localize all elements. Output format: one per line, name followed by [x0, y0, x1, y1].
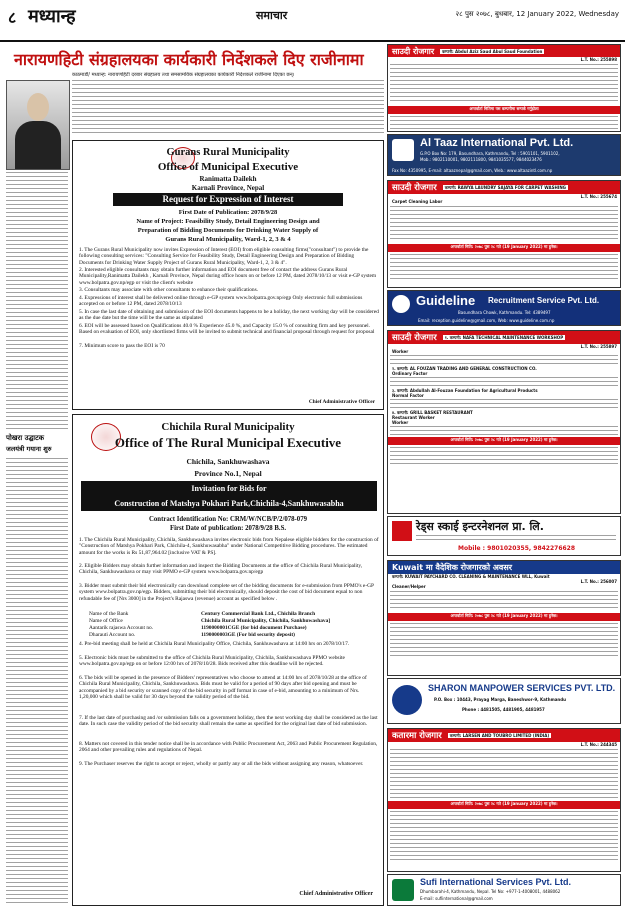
ad-saudi-2: [387, 180, 621, 288]
notice1-office: Office of Municipal Executive: [157, 161, 299, 173]
notice1-item: 7. Minimum score to pass the EOI is 70: [79, 343, 165, 349]
bank-table: [89, 611, 379, 639]
ad-job-table: [390, 377, 618, 387]
bank-row: Aantarik rajaswa Account no. 1190000001CGE (for bid document Purchase): [89, 625, 307, 631]
ad-job: Restaurant Worker: [392, 415, 435, 420]
ad-banner: अन्तर्वार्ता मितिमा यस कम्पनीमा सम्पर्क गर्नुहोला: [388, 106, 620, 114]
notice1-sign: Chief Administrative Officer: [308, 399, 375, 405]
notice2-item: 2. Eligible Bidders may obtain further information and inspect the Bidding Documents at the office of Chichila Rural Municipality, Chichila, Sankhuwashava or may visit PPMO e-GP system www.bolpatra.gov.np/egp: [79, 563, 363, 576]
ad-fineprint: [390, 447, 618, 467]
notice2-bar: [81, 481, 377, 511]
notice2-item: 5. Electronic bids must be submitted to the office of Chichila Rural Municipality, Chichila, Sankhuwashava PPMO website www.bolpatra.gov.np/egp on or before 12:00 hrs of 2078/10/28. Bids received after this deadline will be rejected.: [79, 655, 345, 668]
ad-banner: अन्तर्वार्ता मिति: २०७८ पुस २८ गते (19 January 2022) मा हुनेछ।: [388, 244, 620, 252]
ad-lt: L.T. No.: 255897: [580, 344, 617, 349]
ad-job-table: [390, 206, 618, 242]
ad-header: [388, 729, 620, 742]
ad-lt: L.T. No.: 255674: [580, 194, 617, 199]
notice1-item: 3. Consultants may associate with other consultants to enhance their qualifications.: [79, 287, 259, 293]
sharon-name: SHARON MANPOWER SERVICES PVT. LTD.: [428, 683, 616, 693]
ad-banner: अन्तर्वार्ता मिति: २०७८ पुस २८ गते (19 January 2022) मा हुनेछ।: [388, 613, 620, 621]
section-title: समाचार: [256, 9, 288, 22]
ad-job-table: [390, 355, 618, 365]
guideline-email: Email: reception.guideline@gmail.com, Web: www.guideline.com.np: [418, 318, 555, 323]
notice1-org: Gurans Rural Municipality: [166, 147, 290, 158]
notice2-office: Office of The Rural Municipal Executive: [114, 435, 342, 450]
al-taaz-addr: G.P.O Box No: 179, Basundhara, Kathmandu, Tel : 5901101, 5901102,: [420, 151, 560, 156]
notice1-item: 5. In case the last date of obtaining and submission of the EOI documents happens to be a holiday, the next working day will be considered as the due date but the time will be the same as stipulated: [79, 309, 379, 322]
ad-fineprint: [390, 116, 618, 132]
al-taaz-mob: Mob.: 9802110001, 9802111800, 9841035577, 9844023476: [420, 157, 542, 162]
ad-guideline: [387, 290, 621, 326]
ad-header: [388, 331, 620, 344]
ad-lt: L.T. No.: 255898: [580, 57, 617, 62]
chichila-ifb-notice: [72, 414, 384, 906]
notice2-place: Chichila, Sankhuwashava: [186, 457, 270, 466]
ad-reds-sky: [387, 516, 621, 556]
notice2-item: 3. Bidder must submit their bid electronically can download complete set of the bidding documents for e-submission from PPMO's e-GP system www.bolpatra.gov.np/egp. Bidders, submitting their bid electronically, should deposit the cost of bid document equal to non refundable fee of [Nrs 3000] in the Project's Rajaswa (revenue) account as specified below .: [79, 583, 374, 602]
ad-job: Worker: [392, 420, 409, 425]
notice2-item: 4. Pre-bid meeting shall be held at Chichila Rural Municipality Office, Chichila, Sankhuwashava at 14:00 hrs on 2078/10/17.: [79, 641, 350, 647]
ad-job-table: [390, 399, 618, 409]
ad-fineprint: [390, 254, 618, 280]
ad-title: साउदी रोजगार: [392, 46, 435, 56]
gurans-eoi-notice: [72, 140, 384, 410]
ad-fineprint: [390, 623, 618, 659]
ad-banner: अन्तर्वार्ता मिति: २०७८ पुस २८ गते (19 January 2022) मा हुनेछ।: [388, 437, 620, 445]
ad-company: कम्पनी: LARSEN AND TOUBRO LIMITED (INDIA): [449, 733, 550, 738]
portrait-photo: [6, 80, 70, 170]
notice2-province: Province No.1, Nepal: [194, 469, 262, 478]
ad-company-2: २. कम्पनी: AL FOUZAN TRADING AND GENERAL CONSTRUCTION CO.: [392, 366, 537, 371]
ad-company-3: ३. कम्पनी: Abdullah Al-Fouzan Foundation for Agricultural Products: [392, 388, 538, 393]
ad-title: Kuwait मा वैदेशिक रोजगारको अवसर: [388, 561, 620, 574]
al-taaz-email: Fax No: 4350995, E-mail: altaaznepal@gmail.com, Web.: www.altaazintl.com.np: [392, 168, 553, 173]
ad-company-4: ४. कम्पनी: GRILL BASKET RESTAURANT: [392, 410, 473, 415]
page-number: ८: [8, 8, 17, 27]
notice2-item: 6. The bids will be opened in the presence of Bidders' representatives who choose to attend at 14:00 hrs of 2078/10/28 at the office of Chichila Rural Municipality, Chichila, Sankhuwashava. Bids must be valid for a period of 90 days after bid opening and must be accompanied by a bid security or scanned copy of the bid security in pdf format in case of e-bid, amounting to a minimum of Nrs. 1,20,000 which shall be valid for 30 days beyond the validity period of the bid.: [79, 675, 367, 700]
notice2-contract: Contract Identification No: CRM/W/NCB/P/2/078-079: [148, 516, 307, 523]
ad-job: Carpet Cleaning Labor: [392, 199, 443, 204]
notice2-item: 1. The Chichila Rural Municipality, Chichila, Sankhuwashava invites electronic bids from Nepalese eligible bidders for the construction of "Construction of Matshya Pokhari Park, Chichila-4, Sankhuwasabha" under National Competitive Bidding procedures. The estimated amount for the works is Rs 51,87,964.02 [inclusive VAT & PS].: [79, 537, 379, 556]
ad-title: कतारमा रोजगार: [392, 731, 442, 741]
sharon-logo-icon: [392, 685, 422, 715]
ad-saudi-1: [387, 44, 621, 132]
bank-row: Name of the Bank Century Commercial Bank Ltd., Chichila Branch: [89, 611, 316, 617]
ad-fineprint: [390, 811, 618, 861]
guideline-logo-icon: [392, 295, 410, 313]
news-body-text-col: [6, 172, 68, 430]
notice1-item: 6. EOI will be assessed based on Qualifications 40.0 % Experience 45.0 %, and Capacity 15.0 % of consulting firm and key personnel. Based on evaluation of EOI, only shortlisted firms will be invited to submit technical and financial proposal through request for proposal: [79, 323, 375, 336]
ad-title: साउदी रोजगार: [392, 183, 437, 193]
ad-job-table: [390, 64, 618, 104]
al-taaz-logo-icon: [392, 139, 414, 161]
news-subhead: पोखरा उद्घाटक: [6, 434, 45, 442]
reds-mobile: Mobile : 9801020355, 9842276628: [458, 545, 576, 552]
guideline-addr: Basundhara Chowk, Kathmandu. Tel: 4389497: [458, 310, 551, 315]
ad-lt: L.T. No.: 244345: [580, 742, 617, 747]
notice1-place: Ranimatta Dailekh: [199, 175, 257, 183]
al-taaz-name: Al Taaz International Pvt. Ltd.: [420, 137, 574, 149]
guideline-name: Guideline: [416, 293, 476, 308]
notice1-item: 1. The Gurans Rural Municipality now invites Expression of Interest (EOI) from eligible consulting firms("consultant") to provide the following consulting services: "Consulting Service for Feasibility Study, Detail Engineering Design and Preparation of Bidding Documents for Drinking Water Supply Project of Gurans Rural Municipality, Ward-1, 2, 3 & 4".: [79, 247, 369, 266]
ad-header: [388, 181, 620, 194]
reds-address: [416, 535, 616, 543]
notice2-org: Chichila Rural Municipality: [161, 421, 295, 433]
notice1-project-1: Name of Project: Feasibility Study, Detail Engineering Design and: [136, 218, 320, 225]
ad-job: Ordinary Factor: [392, 371, 428, 376]
ad-title: साउदी रोजगार: [392, 333, 437, 343]
notice1-project-2: Preparation of Bidding Documents for Drinking Water Supply of: [137, 227, 319, 234]
sufi-email: E-mail: sufiinternational@gmail.com: [420, 896, 493, 901]
ad-company: कम्पनी: KUWAIT PAYCHARD CO. CLEANING & MAINTENANCE WLL, Kuwait: [392, 574, 550, 579]
sharon-phone: Phone : 4481505, 4481905, 4481957: [462, 707, 545, 712]
newspaper-name: मध्यान्ह: [28, 6, 76, 27]
header-rule: [0, 40, 625, 42]
news-body-text: [72, 80, 384, 134]
notice2-item: 8. Matters not covered in this tender notice shall be in accordance with Public Procurement Act, 2063 and Public Procurement Regulation, 2064 and other prevailing rules and regulations of Nepal.: [79, 741, 378, 754]
notice2-inv2: Construction of Matshya Pokhari Park,Chichila-4,Sankhuwasabha: [114, 499, 344, 508]
reds-logo-icon: [392, 521, 412, 541]
notice1-region: Karnali Province, Nepal: [191, 184, 265, 192]
page-header: [0, 0, 625, 42]
ad-job: Cleaner/Helper: [392, 584, 426, 589]
ad-saudi-3: [387, 330, 621, 514]
ad-job-table: [390, 426, 618, 436]
ad-company: कम्पनी: RAWYA LAUNDRY SAJAYA FOR CARPET WASHING: [444, 185, 566, 190]
guideline-sub: Recruitment Service Pvt. Ltd.: [488, 296, 600, 305]
news-lead-column: [72, 72, 384, 134]
date-line: २८ पुस २०७८, बुधबार, 12 January 2022, Wednesday: [455, 10, 619, 18]
ad-job: Normal Factor: [392, 393, 424, 398]
ad-sharon: [387, 678, 621, 724]
ad-job-table: [390, 749, 618, 799]
notice2-pub-date: First Date of publication: 2078/9/28 B.S.: [169, 525, 287, 532]
notice1-item: 2. Interested eligible consultants may obtain further information and EOI document free of contact the address Gurans Rural Municipality,Ranimatta Dailekh , Karnali Province, Nepal during office hours on or before 12 PM, dated 2078/10/13 or visit e-GP system www.bolpatra.gov.np/egp or visit the client's website: [79, 267, 377, 286]
ad-kuwait: [387, 560, 621, 676]
notice1-project-3: Gurans Rural Municipality, Ward-1, 2, 3 & 4: [165, 236, 291, 243]
bank-row: Name of Office Chichila Rural Municipality, Chichila, Sankhuwashava]: [89, 618, 331, 624]
ad-company: १. कम्पनी: NAFA TECHNICAL MAINTENANCE WORKSHOP: [444, 335, 564, 340]
sharon-addr: P.O. Box : 10443, Prayag Marga, Baneshwor-9, Kathmandu: [434, 697, 566, 702]
ad-al-taaz: [387, 134, 621, 176]
notice2-inv1: Invitation for Bids for: [191, 484, 267, 493]
reds-name: रेड्स स्काई इन्टरनेशनल प्रा. लि.: [416, 520, 544, 533]
ad-job: Worker: [392, 349, 409, 354]
notice2-sign: Chief Administrative Officer: [299, 891, 373, 897]
sufi-logo-icon: [392, 879, 414, 901]
ad-lt: L.T. No.: 256007: [580, 579, 617, 584]
ad-qatar: [387, 728, 621, 872]
sufi-name: Sufi International Services Pvt. Ltd.: [420, 877, 572, 887]
ad-sufi: [387, 874, 621, 906]
notice2-item: 9. The Purchaser reserves the right to accept or reject, wholly or partly any or all the bids without assigning any reason, whatsoever.: [79, 761, 364, 767]
ad-banner: अन्तर्वार्ता मिति: २०७८ पुस २८ गते (19 January 2022) मा हुनेछ।: [388, 801, 620, 809]
ad-header: [388, 45, 620, 57]
news-subhead-2: जलयंत्री गयाना शुरु: [6, 445, 52, 453]
notice1-item: 4. Expressions of interest shall be delivered online through e-GP system www.bolpatra.gov.np/egp Only electronic full submissions accepted on or before 12 PM, dated 2078/10/13: [79, 295, 363, 308]
news-lead-text: काठमाडौं/ मध्यान्ह: नारायणहिटी दरबार संग्रहालय तथा समसामयिक संग्रहालयका कार्यकारी निर्देशकले राजीनामा दिएका छन्।: [72, 72, 295, 78]
ad-company: कम्पनी: Abdul Aziz Saud Abul Saud Foundation: [442, 48, 543, 54]
bank-row: Dharauti Account no. 1190000003GE (For bid security deposit): [89, 632, 295, 638]
notice1-pub-date: First Date of Publication: 2078/9/28: [178, 209, 278, 216]
notice1-bar: Request for Expression of Interest: [113, 193, 343, 206]
news-headline: नारायणहिटी संग्रहालयका कार्यकारी निर्देशकले दिए राजीनामा: [14, 50, 364, 69]
notice2-item: 7. If the last date of purchasing and /or submission falls on a government holiday, then the next working day shall be considered as the last date. In such case the validity period of the bid security shall remain the same as specified for the original last date of bid submission.: [79, 715, 378, 728]
ad-job-table: [390, 591, 618, 611]
news-body-text-col-2: [6, 458, 68, 904]
sufi-addr: Dhumbarahi-4, Kathmandu, Nepal. Tel No: +977-1-4008001, 4488062: [420, 889, 561, 894]
